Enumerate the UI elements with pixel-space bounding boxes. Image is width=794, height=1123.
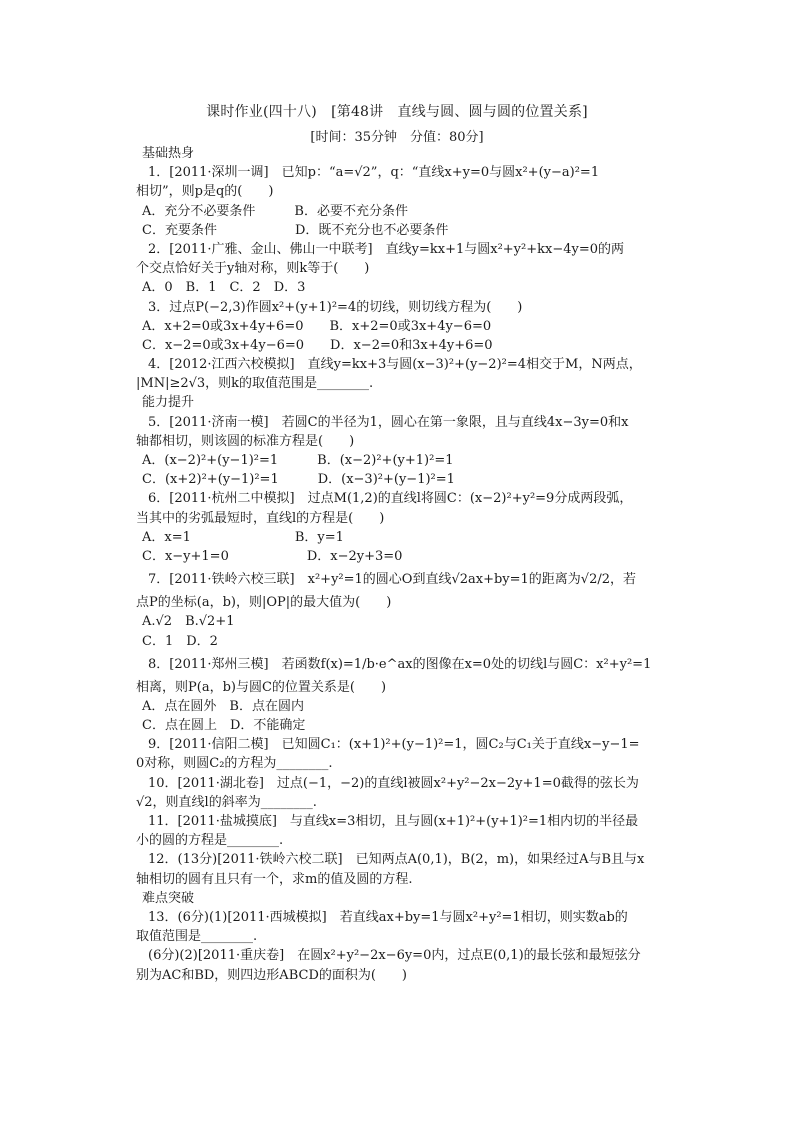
section-heading: 基础热身 [142, 146, 195, 161]
question-continuation: 相离，则P(a，b)与圆C的位置关系是( ) [136, 679, 387, 695]
answer-options: A．充分不必要条件 B．必要不充分条件 [142, 203, 408, 219]
question-line: 7．[2011·铁岭六校三联] x²+y²=1的圆心O到直线√2ax+by=1的距离为√2/2，若 [148, 572, 637, 588]
time-score-info: [时间：35分钟 分值：80分] [310, 130, 484, 145]
answer-options: A.√2 B.√2+1 [142, 614, 235, 630]
question-list [136, 144, 682, 985]
question-continuation: 相切”，则p是q的( ) [136, 184, 274, 200]
answer-options: A．点在圆外 B．点在圆内 [142, 698, 304, 714]
answer-options: C．(x+2)²+(y−1)²=1 D．(x−3)²+(y−1)²=1 [142, 472, 455, 488]
question-line: (6分)(2)[2011·重庆卷] 在圆x²+y²−2x−6y=0内，过点E(0,1)的最长弦和最短弦分 [148, 948, 641, 964]
question-line: 2．[2011·广雅、金山、佛山一中联考] 直线y=kx+1与圆x²+y²+kx−4y=0的两 [148, 241, 625, 257]
answer-options: A．x+2=0或3x+4y+6=0 B．x+2=0或3x+4y−6=0 [142, 318, 492, 334]
question-line: 9．[2011·信阳二模] 已知圆C₁：(x+1)²+(y−1)²=1，圆C₂与C₁关于直线x−y−1= [148, 737, 640, 753]
answer-options: A．x=1 B．y=1 [142, 529, 344, 545]
answer-options: C．1 D．2 [142, 633, 218, 649]
answer-options: A．(x−2)²+(y−1)²=1 B．(x−2)²+(y+1)²=1 [142, 453, 454, 468]
question-continuation: 取值范围是________. [136, 929, 258, 945]
question-continuation: 当其中的劣弧最短时，直线l的方程是( ) [136, 510, 385, 526]
answer-options: A．0 B．1 C．2 D．3 [142, 280, 306, 296]
question-continuation: 轴相切的圆有且只有一个，求m的值及圆的方程. [136, 871, 413, 887]
question-continuation: |MN|≥2√3，则k的取值范围是________. [136, 376, 374, 392]
question-continuation: 个交点恰好关于y轴对称，则k等于( ) [136, 261, 370, 277]
question-line: 12．(13分)[2011·铁岭六校二联] 已知两点A(0,1)，B(2，m)，如果经过A与B且与x [148, 852, 645, 868]
question-line: 10．[2011·湖北卷] 过点(−1，−2)的直线l被圆x²+y²−2x−2y+1=0截得的弦长为 [148, 775, 639, 791]
question-line: 11．[2011·盐城摸底] 与直线x=3相切，且与圆(x+1)²+(y+1)²=1相内切的半径最 [148, 814, 639, 829]
section-heading: 难点突破 [142, 890, 195, 906]
question-line: 3．过点P(−2,3)作圆x²+(y+1)²=4的切线，则切线方程为( ) [148, 299, 523, 315]
question-line: 13．(6分)(1)[2011·西城模拟] 若直线ax+by=1与圆x²+y²=1相切，则实数ab的 [148, 909, 628, 925]
question-continuation: 别为AC和BD，则四边形ABCD的面积为( ) [136, 967, 408, 983]
page-title: 课时作业(四十八) [第48讲 直线与圆、圆与圆的位置关系] [206, 104, 588, 120]
answer-options: C．x−y+1=0 D．x−2y+3=0 [142, 548, 403, 564]
question-continuation: 点P的坐标(a，b)，则|OP|的最大值为( ) [136, 595, 392, 611]
answer-options: C．x−2=0或3x+4y−6=0 D．x−2=0和3x+4y+6=0 [142, 337, 493, 353]
section-heading: 能力提升 [142, 395, 195, 411]
question-continuation: √2，则直线l的斜率为________. [136, 794, 317, 810]
answer-options: C．充要条件 D．既不充分也不必要条件 [142, 222, 449, 238]
answer-options: C．点在圆上 D．不能确定 [142, 718, 306, 734]
question-line: 6．[2011·杭州二中模拟] 过点M(1,2)的直线l将圆C：(x−2)²+y²=9分成两段弧， [148, 491, 633, 507]
question-continuation: 轴都相切，则该圆的标准方程是( ) [136, 433, 355, 449]
question-continuation: 小的圆的方程是________. [136, 833, 284, 849]
question-line: 1．[2011·深圳一调] 已知p：“a=√2”，q：“直线x+y=0与圆x²+(y−a)²=1 [148, 165, 600, 181]
question-line: 8．[2011·郑州三模] 若函数f(x)=1/b·e^ax的图像在x=0处的切线l与圆C：x²+y²=1 [148, 656, 652, 672]
question-line: 4．[2012·江西六校模拟] 直线y=kx+3与圆(x−3)²+(y−2)²=4相交于M，N两点， [148, 357, 642, 373]
question-continuation: 0对称，则圆C₂的方程为________. [136, 756, 333, 772]
question-line: 5．[2011·济南一模] 若圆C的半径为1，圆心在第一象限，且与直线4x−3y=0和x [148, 414, 629, 430]
